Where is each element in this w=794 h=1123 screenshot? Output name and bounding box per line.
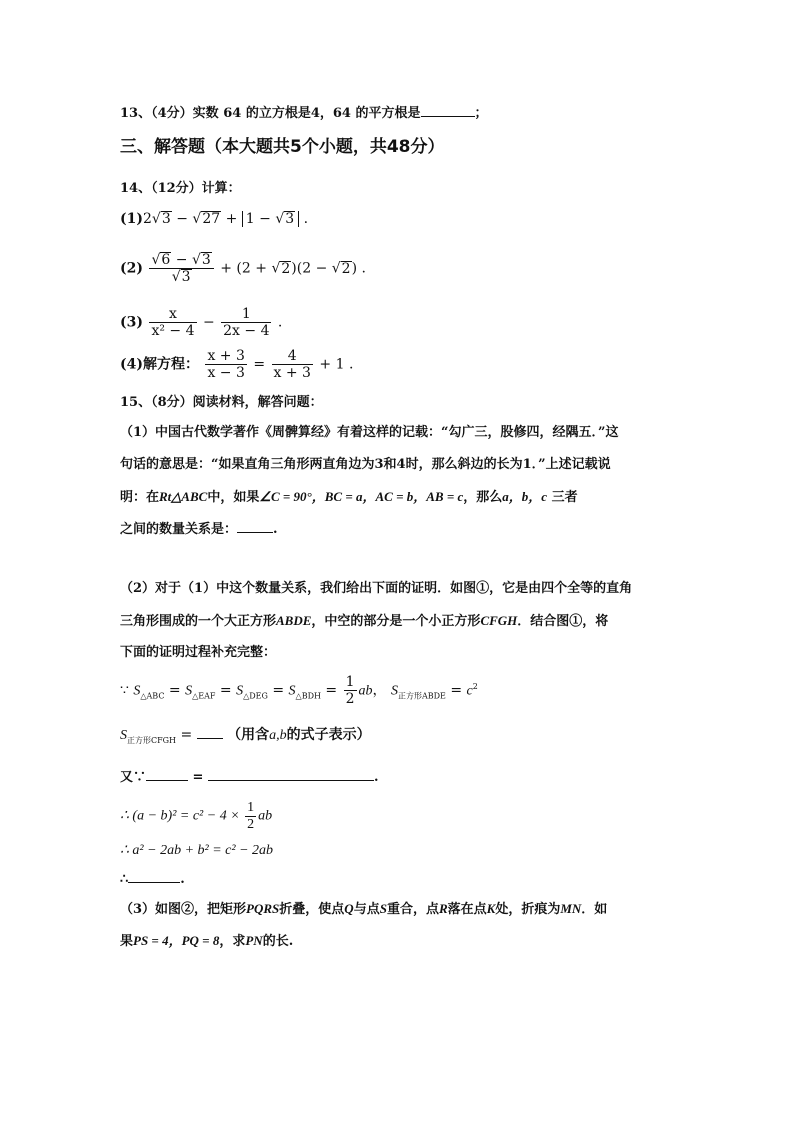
proof-line-2: $S_{正方形CFGH}$ = （用含a,b的式子表示）	[120, 727, 371, 745]
q15-p2-line3: 下面的证明过程补充完整：	[120, 645, 277, 660]
question-14-part-4: (4)解方程： $\frac{x + 3}{x - 3}$ = $\frac{4}{x + 3}$ + 1 .	[120, 348, 354, 381]
proof-line-1: ∵ $S_{\triangle ABC} = S_{\triangle EAF} = S_{\triangle DEG} = S_{\triangle BDH}$ = $\frac{1}{2}$ ab， $S_{正方形ABDE} = c^2$	[120, 674, 478, 707]
answer-blank[interactable]	[208, 768, 374, 781]
answer-blank[interactable]	[197, 726, 223, 739]
question-14-label: 14、（12分）计算：	[120, 181, 241, 196]
q15-p1-line1: （1）中国古代数学著作《周髀算经》有着这样的记载：“勾广三，股修四，经隅五．”这	[120, 425, 619, 440]
q15-p3-line2: 果PS = 4，PQ = 8，求PN的长.	[120, 933, 294, 949]
question-15-label: 15、（8分）阅读材料，解答问题：	[120, 395, 323, 410]
proof-line-4: ∴ (a − b)² = c² − 4 × $\frac{1}{2}$ ab	[120, 800, 273, 832]
q15-p2-line2: 三角形围成的一个大正方形ABDE，中空的部分是一个小正方形CFGH．结合图①，将	[120, 613, 609, 629]
question-14-part-3: (3) $\frac{x}{\text{x² − 4}}$ − $\frac{1}{2x - 4}$ .	[120, 306, 283, 339]
q15-p1-line4: 之间的数量关系是： .	[120, 522, 278, 537]
proof-line-3: 又∵ = .	[120, 770, 379, 785]
answer-blank[interactable]	[237, 520, 273, 533]
proof-line-5: ∴ a² − 2ab + b² = c² − 2ab	[120, 843, 274, 858]
answer-blank[interactable]	[128, 870, 180, 883]
question-14-part-2: (2) $\frac{√6 - √3}{√3}$ + (2 + √2)(2 − √2) .	[120, 252, 366, 285]
answer-blank[interactable]	[421, 104, 475, 117]
proof-line-6: ∴ .	[120, 872, 185, 887]
q15-p2-line1: （2）对于（1）中这个数量关系，我们给出下面的证明．如图①，它是由四个全等的直角	[120, 581, 633, 596]
q15-p1-line2: 句话的意思是：“如果直角三角形两直角边为3和4时，那么斜边的长为1．”上述记载说	[120, 457, 611, 472]
q15-p3-line1: （3）如图②，把矩形PQRS折叠，使点Q与点S重合，点R落在点K处，折痕为MN．如	[120, 901, 608, 917]
question-14-part-1: (1)2√3 − √27 + 1 − √3 .	[120, 211, 309, 227]
answer-blank[interactable]	[146, 768, 188, 781]
section-heading: 三、解答题（本大题共5个小题，共48分）	[120, 137, 445, 157]
q15-p1-line3: 明：在Rt△ABC中，如果∠C = 90°，BC = a，AC = b，AB = c，那么a，b，c 三者	[120, 489, 578, 505]
question-13: 13、（4分）实数 64 的立方根是4，64 的平方根是 ；	[120, 106, 488, 121]
